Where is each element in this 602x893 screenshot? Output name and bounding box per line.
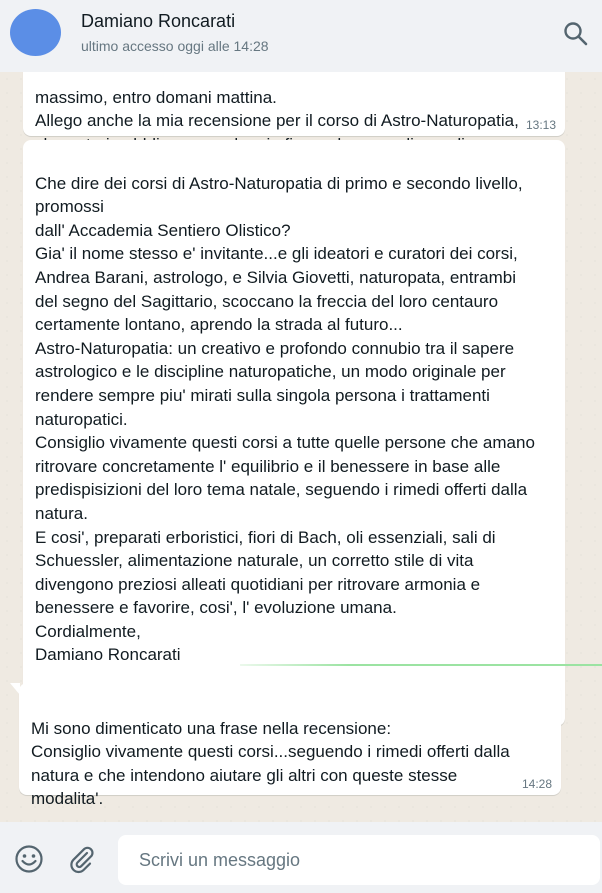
paperclip-icon	[66, 844, 96, 874]
emoji-icon	[14, 844, 44, 874]
composer-bar	[0, 822, 602, 893]
attach-button[interactable]	[66, 844, 96, 874]
contact-name[interactable]: Damiano Roncarati	[81, 11, 236, 31]
message-text: massimo, entro domani mattina. Allego anche la mia recensione per il corso di Astro-Naturopatia,	[35, 87, 519, 131]
message-time: 13:13	[525, 118, 556, 132]
last-seen-status: ultimo accesso oggi alle 14:28	[81, 38, 269, 54]
emoji-button[interactable]	[14, 844, 44, 874]
message-time: 14:28	[521, 777, 552, 791]
message-text: Mi sono dimenticato una frase nella recensione: Consiglio vivamente questi corsi...seguendo i rimedi offerti dalla natura e che intendono aiutare gli altri con queste stesse modalita'.	[31, 718, 510, 809]
unread-divider	[240, 664, 602, 666]
message-bubble[interactable]	[19, 683, 561, 809]
message-input[interactable]	[118, 835, 600, 885]
search-button[interactable]	[562, 20, 590, 48]
message-text: Che dire dei corsi di Astro-Naturopatia di primo e secondo livello, promossi dall' Accademia Sentiero Olistico? Gia' il nome stesso e' invitante...e gli ideatori e curatori dei corsi, Andrea Barani, astrologo, e Silvia Giovetti, naturopata, entrambi del segno del Sagittario, scoccano la freccia del loro centauro certamente lontano, aprendo la strada al futuro... Astro-Naturopatia: un creativo e profondo connubio tra il sapere astrologico e le discipline naturopatiche, un modo originale per rendere sempre piu' mirati sulla singola persona i trattamenti naturopatici. Consiglio vivamente questi corsi a tutte quelle persone che amano ritrovare concretamente l' equilibrio e il benessere in base alle predispisizioni del loro tema natale, seguendo i rimedi offerti dalla natura. E cosi', preparati erboristici, fiori di Bach, oli essenziali, sali di Schuessler, alimentazione naturale, un corretto stile di vita divengono preziosi alleati quotidiani per ritrovare armonia e benessere e favorire, cosi', l' evoluzione umana. Cordialmente, Damiano Roncarati	[35, 173, 535, 665]
message-bubble[interactable]	[23, 72, 565, 136]
message-bubble[interactable]	[23, 140, 565, 726]
message-list[interactable]	[0, 72, 602, 822]
chat-header	[0, 0, 602, 72]
avatar[interactable]	[10, 9, 61, 56]
search-icon	[562, 20, 590, 48]
